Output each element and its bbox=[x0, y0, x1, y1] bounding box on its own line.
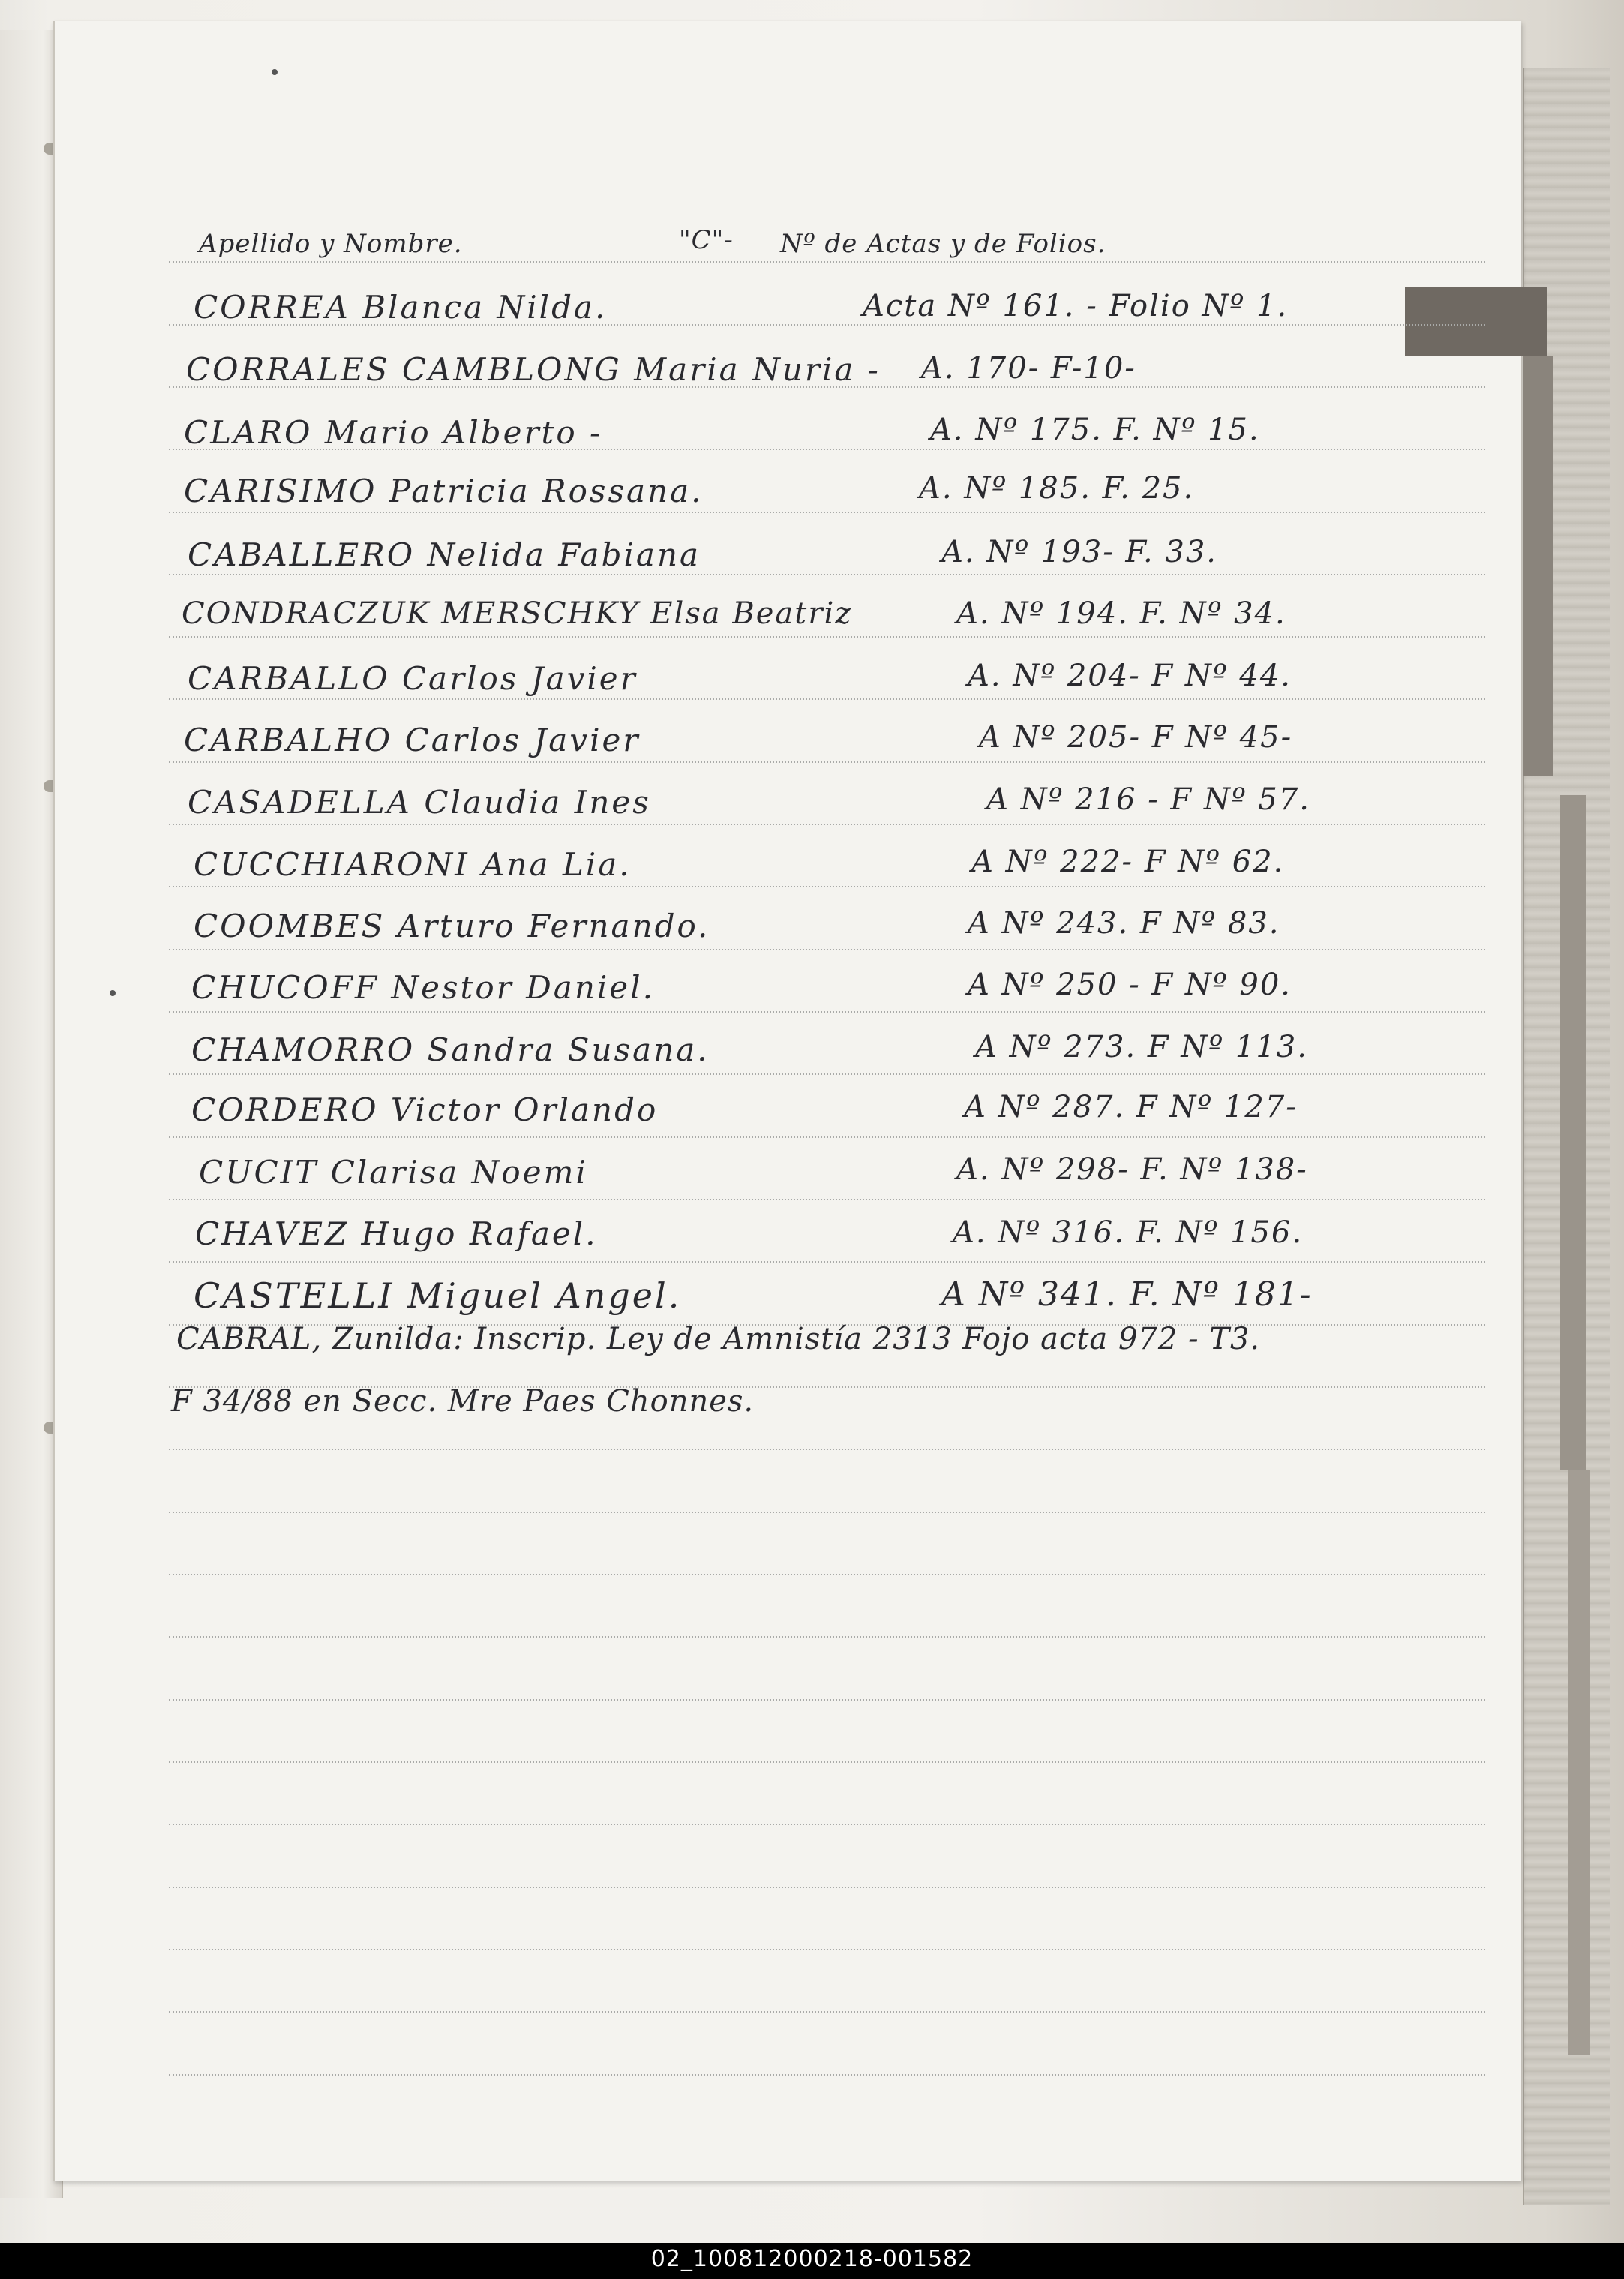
index-tab bbox=[1405, 287, 1547, 356]
ink-dot bbox=[110, 990, 116, 996]
entry-name: CUCIT Clarisa Noemi bbox=[199, 1154, 588, 1191]
entry-acta: A. Nº 175. F. Nº 15. bbox=[930, 413, 1260, 447]
entry-name: CONDRACZUK MERSCHKY Elsa Beatriz bbox=[182, 596, 853, 631]
entry-acta: A Nº 273. F Nº 113. bbox=[975, 1030, 1308, 1064]
entry-name: CASTELLI Miguel Angel. bbox=[194, 1275, 682, 1316]
entry-acta: A Nº 341. F. Nº 181- bbox=[941, 1275, 1313, 1314]
entry-acta: A Nº 287. F Nº 127- bbox=[964, 1090, 1298, 1124]
entry-name: CARISIMO Patricia Rossana. bbox=[184, 473, 704, 509]
document-id: 02_100812000218-001582 bbox=[650, 2246, 974, 2272]
entry-acta: Acta Nº 161. - Folio Nº 1. bbox=[863, 289, 1289, 323]
header-acta-column: Nº de Actas y de Folios. bbox=[780, 229, 1106, 259]
entry-acta: A Nº 222- F Nº 62. bbox=[971, 845, 1285, 879]
entry-name: CHUCOFF Nestor Daniel. bbox=[191, 969, 655, 1006]
entry-acta: A Nº 205- F Nº 45- bbox=[979, 720, 1293, 755]
header-letter: "C"- bbox=[679, 225, 734, 255]
entry-acta: A Nº 250 - F Nº 90. bbox=[968, 968, 1292, 1002]
entry-name: CORREA Blanca Nilda. bbox=[194, 289, 608, 326]
entry-name: CORDERO Victor Orlando bbox=[191, 1091, 659, 1128]
entry-name: CARBALLO Carlos Javier bbox=[188, 660, 638, 697]
entry-acta: A. Nº 193- F. 33. bbox=[941, 535, 1217, 569]
entry-name: CHAVEZ Hugo Rafael. bbox=[195, 1215, 598, 1252]
entry-name: CARBALHO Carlos Javier bbox=[184, 722, 641, 758]
entry-name: CUCCHIARONI Ana Lia. bbox=[194, 846, 632, 883]
annotation-line: CABRAL, Zunilda: Inscrip. Ley de Amnistía 2313 Fojo acta 972 - T3. bbox=[176, 1322, 1261, 1356]
entry-acta: A. Nº 185. F. 25. bbox=[919, 471, 1195, 506]
ink-dot bbox=[272, 69, 278, 75]
entry-name: CHAMORRO Sandra Susana. bbox=[191, 1031, 710, 1068]
annotation-line: F 34/88 en Secc. Mre Paes Chonnes. bbox=[171, 1384, 755, 1419]
index-tab-edge bbox=[1560, 795, 1586, 1470]
entry-name: COOMBES Arturo Fernando. bbox=[194, 908, 710, 944]
entry-name: CABALLERO Nelida Fabiana bbox=[188, 536, 701, 573]
entry-name: CORRALES CAMBLONG Maria Nuria - bbox=[186, 351, 881, 388]
entry-name: CLARO Mario Alberto - bbox=[184, 414, 603, 451]
entry-acta: A. Nº 298- F. Nº 138- bbox=[956, 1152, 1308, 1187]
index-tab-edge bbox=[1523, 356, 1553, 776]
entry-acta: A. Nº 204- F Nº 44. bbox=[968, 659, 1292, 693]
index-tab-edge bbox=[1568, 1470, 1590, 2055]
entry-acta: A. Nº 316. F. Nº 156. bbox=[953, 1215, 1304, 1250]
entry-acta: A. 170- F-10- bbox=[921, 351, 1136, 386]
entry-acta: A Nº 216 - F Nº 57. bbox=[986, 782, 1311, 817]
entry-acta: A Nº 243. F Nº 83. bbox=[968, 906, 1280, 941]
entry-name: CASADELLA Claudia Ines bbox=[188, 784, 651, 821]
header-name-column: Apellido y Nombre. bbox=[199, 229, 463, 259]
entry-acta: A. Nº 194. F. Nº 34. bbox=[956, 596, 1286, 631]
